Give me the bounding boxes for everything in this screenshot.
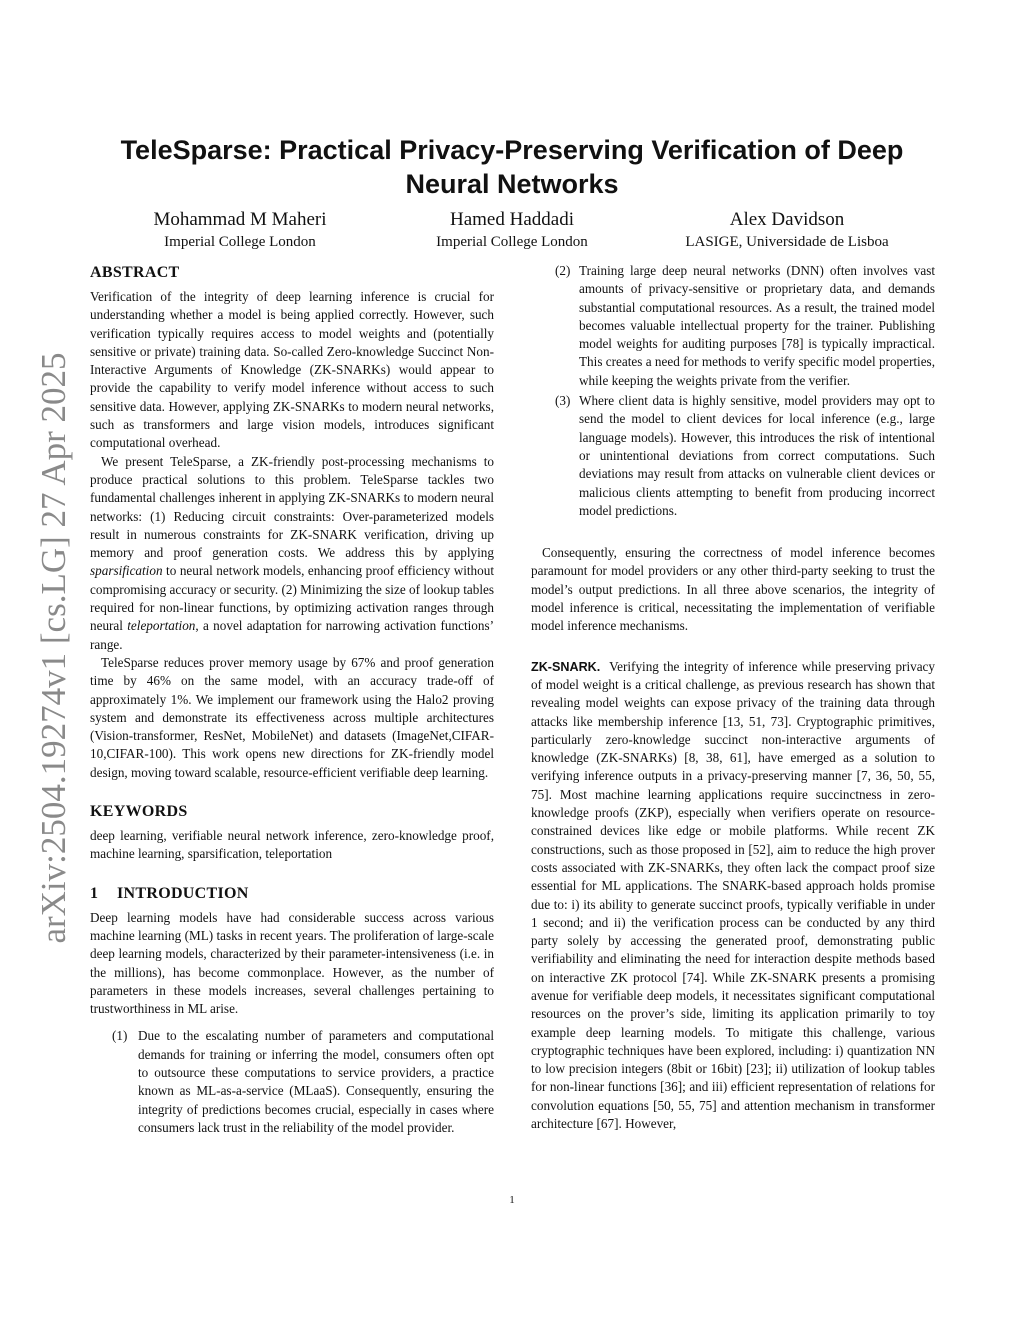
abstract-paragraph-3: TeleSparse reduces prover memory usage by 67% and proof generation time by 46% on the same model, with an accuracy trade-off of approximately 1%. We implement our framework using the Halo2 proving system and demonstrate its effectiveness across multiple architectures (Vision-transformer, ResNet, MobileNet) and datasets (ImageNet,CIFAR-10,CIFAR-100). This work opens new directions for ZK-friendly model design, moving toward scalable, resource-efficient verifiable deep learning.: [90, 654, 494, 780]
arxiv-stamp-text: arXiv:2504.19274v1 [cs.LG] 27 Apr 2025: [34, 352, 73, 944]
arxiv-stamp: [24, 348, 84, 948]
page-number: 1: [509, 1194, 515, 1206]
list-item-label: (2): [555, 263, 571, 278]
author-name: Alex Davidson: [729, 209, 845, 230]
list-item: [531, 262, 935, 390]
introduction-paragraph-2: Consequently, ensuring the correctness of model inference becomes paramount for model providers or any other third-party seeking to trust the model’s output predictions. In all three above scenarios, the integrity of model inference is critical, necessitating the implementation of verifiable model inference mechanisms.: [531, 545, 935, 634]
zk-snark-runin-heading: ZK-SNARK.: [531, 659, 601, 674]
challenge-list-part-2: [531, 262, 935, 520]
introduction-heading: [90, 883, 494, 905]
section-title: INTRODUCTION: [117, 884, 249, 902]
author-name: Hamed Haddadi: [450, 209, 574, 230]
keywords-text: deep learning, verifiable neural network inference, zero-knowledge proof, machine learning, sparsification, teleportation: [90, 828, 494, 862]
list-item: [531, 392, 935, 520]
abstract-heading: ABSTRACT: [90, 264, 180, 281]
list-item-label: (3): [555, 393, 571, 409]
author-block: [90, 208, 934, 258]
zk-snark-text: Verifying the integrity of inference while preserving privacy of model weight is a critical challenge, as previous research has shown that revealing model weights can expose privacy of the training data through attacks like membership inference [13, 51, 73]. Cryptographic primitives, particularly zero-knowledge succinct non-interactive arguments of knowledge (ZK-SNARKs) [8, 38, 61], have emerged as a solution to verifying inference outputs in a privacy-preserving manner [7, 36, 50, 55, 75]. Most machine learning applications require succinctness in zero-knowledge proofs (ZKP), especially when verifiers operate on resource-constrained devices like edge or mobile platforms. While recent ZK constructions, such as those proposed in [52], aim to reduce the high prover costs associated with ZK-SNARKs, they often lack the compact proof size essential for ML applications. The SNARK-based approach holds promise due to: i) its ability to generate succinct proofs, typically verifiable in under 1 second; and ii) the verification process can be conducted by any third party solely by accessing the generated proof, demonstrating public verifiability and eliminating the need for interaction despite methods based on interactive ZK protocol [74]. While ZK-SNARK presents a promising avenue for verifiable deep models, it necessitates significant computational resources on the prover’s side, limiting its application primarily to toy example deep learning models. To mitigate this challenge, various cryptographic techniques have been explored, including: i) quantization NN to low precision integers (8bit or 16bit) [23]; ii) utilization of lookup tables for non-linear functions [36]; and iii) efficient representation of relations for convolution equations [50, 55, 75] and attention mechanism in transformer architecture [67]. However,: [531, 658, 936, 1132]
list-item-label: (1): [112, 1028, 128, 1044]
right-column: [531, 262, 935, 1133]
keywords-heading: KEYWORDS: [90, 803, 188, 821]
challenge-list-part-1: [90, 1027, 494, 1137]
abstract-paragraph-1: Verification of the integrity of deep learning inference is crucial for understanding whether a model is being applied correctly. However, such verification typically requires access to model weights and (potentially sensitive or private) training data. So-called Zero-knowledge Succinct Non-Interactive Arguments of Knowledge (ZK-SNARKs) would appear to provide the capability to verify model inference without access to such sensitive data. However, applying ZK-SNARKs to modern neural networks, such as transformers and large vision models, introduces significant computational overhead.: [90, 289, 494, 451]
abstract-p2-text-a: We present TeleSparse, a ZK-friendly post-processing mechanisms to produce practical solutions to this problem. TeleSparse tackles two fundamental challenges inherent in applying ZK-SNARKs to modern neural networks: (1) Reducing circuit constraints: Over-parameterized models result in numerous constraints for ZK-SNARK verification, driving up memory and proof generation costs. We address this by applying: [90, 453, 494, 561]
list-item: [90, 1027, 494, 1137]
author-affiliation: Imperial College London: [436, 234, 588, 250]
abstract-paragraph-2: [90, 453, 494, 654]
author-3: [637, 208, 937, 252]
author-affiliation: LASIGE, Universidade de Lisboa: [685, 234, 889, 250]
left-column: [90, 262, 494, 1139]
list-item-text: Training large deep neural networks (DNN) often involves vast amounts of privacy-sensitive or proprietary data, and demands substantial computational resources. As a result, the trained model becomes valuable intellectual property for the trainer. Publishing model weights for auditing purposes [78] is typically impractical. This creates a need for methods to verify specific model properties, while keeping the weights private from the verifier.: [579, 263, 935, 388]
zk-snark-paragraph: [531, 658, 935, 1134]
author-affiliation: Imperial College London: [164, 234, 316, 250]
introduction-paragraph-1: Deep learning models have had considerable success across various machine learning (ML) tasks in recent years. The proliferation of large-scale deep learning models, characterized by their parameter-intensiveness (i.e. in the millions), has become commonplace. However, as the number of parameters in these models increases, several challenges pertaining to trustworthiness in ML arise.: [90, 909, 494, 1017]
paper-title: TeleSparse: Practical Privacy-Preserving Verification of Deep Neural Networks: [120, 135, 904, 199]
abstract-p2-emphasis-teleportation: teleportation: [127, 618, 196, 634]
list-item-text: Where client data is highly sensitive, model providers may opt to send the model to client devices for local inference (e.g., large language models). However, this introduces the risk of intentional or unintentional deviations from correct computations. Such deviations may result from attacks on vulnerable client devices or malicious clients attempting to benefit from producing incorrect model predictions.: [579, 393, 935, 518]
author-name: Mohammad M Maheri: [153, 209, 327, 230]
abstract-p2-emphasis-sparsification: sparsification: [90, 563, 163, 579]
list-item-text: Due to the escalating number of parameters and computational demands for training or inferring the model, consumers often opt to outsource these computations to service providers, a practice known as ML-as-a-service (MLaaS). Consequently, ensuring the integrity of predictions becomes crucial, especially in cases where consumers lack trust in the reliability of the model provider.: [138, 1028, 494, 1135]
author-2: [362, 208, 662, 252]
abstract-p2-text-c: , a novel adaptation for narrowing activation functions’ range.: [90, 618, 494, 652]
section-number: 1: [90, 884, 99, 902]
author-1: [90, 208, 390, 252]
abstract-p2-text-b: to neural network models, enhancing proof efficiency without compromising accuracy or security. (2) Minimizing the size of lookup tables required for non-linear functions, by optimizing activation ranges through neural: [90, 563, 494, 634]
